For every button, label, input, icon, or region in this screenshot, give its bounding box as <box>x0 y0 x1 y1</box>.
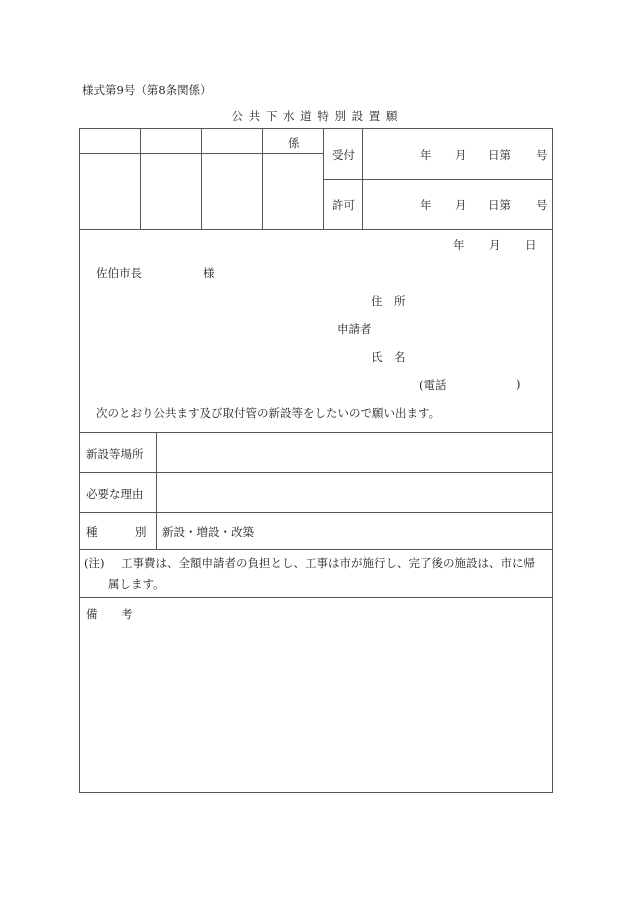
addressee-honorific: 様 <box>203 266 215 280</box>
addressee: 佐伯市長 <box>96 266 142 280</box>
form-number: 様式第9号（第8条関係） <box>82 83 212 97</box>
name-label: 氏 名 <box>371 350 406 364</box>
reason-label: 必要な理由 <box>86 487 144 501</box>
phone-label: (電話 <box>419 378 447 392</box>
kyoka-nen: 年 <box>420 198 432 212</box>
kyoka-go: 号 <box>536 198 548 212</box>
approval-row-line <box>79 153 323 154</box>
kyoka-label: 許可 <box>332 198 355 212</box>
type-value: 新設・増設・改築 <box>162 525 254 539</box>
location-label: 新設等場所 <box>86 447 144 461</box>
approval-col-line <box>262 128 263 229</box>
label-column-line <box>156 432 157 549</box>
kyoka-hi-dai: 日第 <box>488 198 511 212</box>
kyoka-tsuki: 月 <box>455 198 467 212</box>
approval-col-line <box>140 128 141 229</box>
uketsuke-hi-dai: 日第 <box>488 148 511 162</box>
remarks-label-1: 備 <box>86 607 98 621</box>
application-statement: 次のとおり公共ます及び取付管の新設等をしたいので願い出ます。 <box>96 406 441 420</box>
approval-col-line <box>201 128 202 229</box>
phone-close: ) <box>516 377 521 391</box>
section-divider <box>79 229 553 230</box>
section-divider <box>79 597 553 598</box>
row-divider <box>79 549 553 550</box>
uketsuke-tsuki: 月 <box>455 148 467 162</box>
applicant-label: 申請者 <box>337 322 372 336</box>
note-prefix: (注) <box>84 556 105 570</box>
approval-row-line <box>323 179 553 180</box>
row-divider <box>79 512 553 513</box>
section-divider <box>79 432 553 433</box>
application-date-hi: 日 <box>525 238 537 252</box>
application-date-nen: 年 <box>453 238 465 252</box>
row-divider <box>79 472 553 473</box>
uketsuke-nen: 年 <box>420 148 432 162</box>
uketsuke-go: 号 <box>536 148 548 162</box>
form-title: 公 共 下 水 道 特 別 設 置 願 <box>231 109 399 123</box>
uketsuke-label: 受付 <box>332 148 355 162</box>
application-date-tsuki: 月 <box>489 238 501 252</box>
note-line-1: 工事費は、全額申請者の負担とし、工事は市が施行し、完了後の施設は、市に帰 <box>121 556 535 570</box>
kakari-label: 係 <box>288 136 300 150</box>
type-label-2: 別 <box>135 525 147 539</box>
address-label: 住 所 <box>371 294 406 308</box>
note-line-2: 属します。 <box>108 577 165 591</box>
form-frame <box>79 128 553 793</box>
type-label-1: 種 <box>86 525 98 539</box>
remarks-label-2: 考 <box>121 607 133 621</box>
